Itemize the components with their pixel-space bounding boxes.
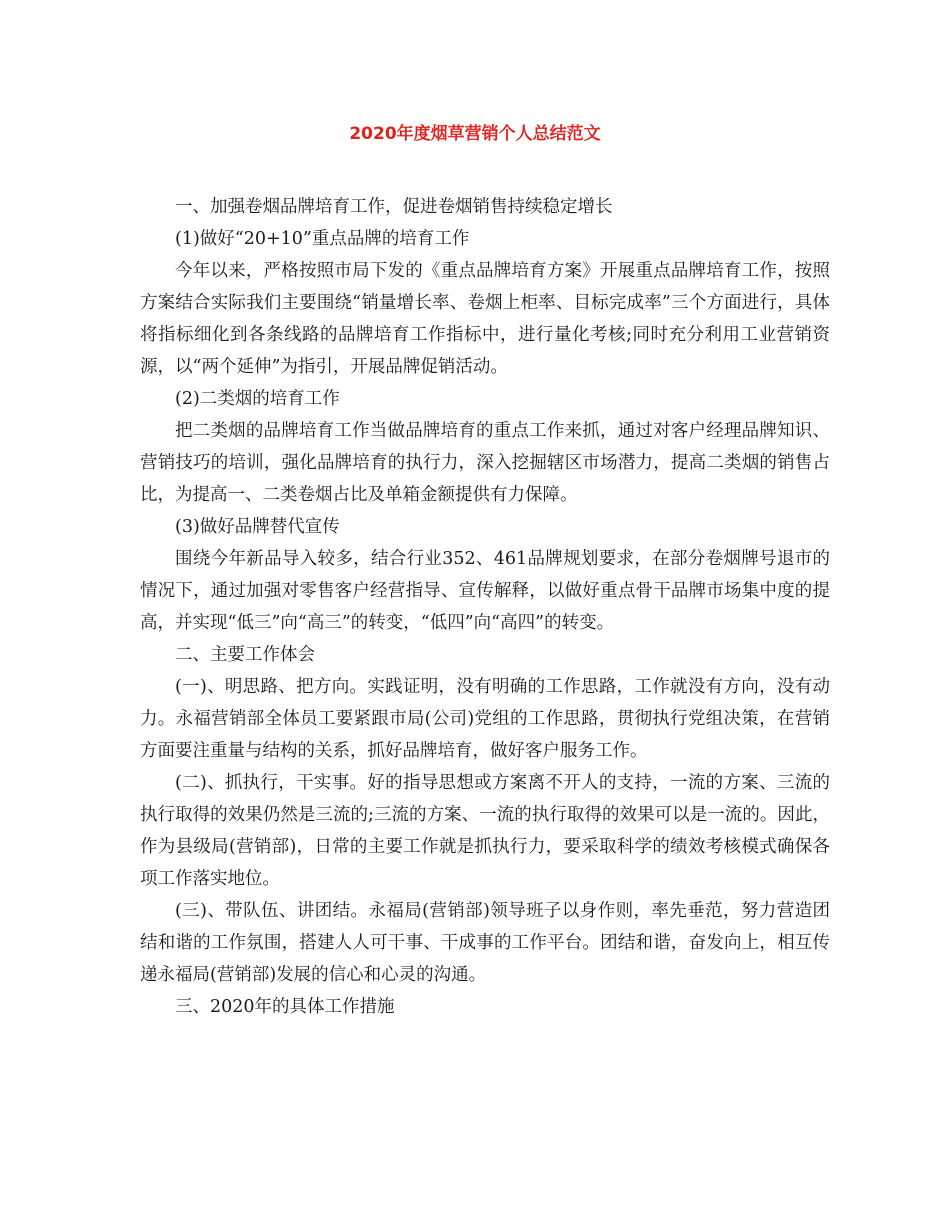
subheading-2: (2)二类烟的培育工作 [175, 389, 340, 409]
document-body [140, 191, 830, 1023]
paragraph: (二)、抓执行，干实事。好的指导思想或方案离不开人的支持，一流的方案、三流的执行取得的效果仍然是三流的;三流的方案、一流的执行取得的效果可以是一流的。因此，作为县级局(营销部)，日常的主要工作就是抓执行力，要采取科学的绩效考核模式确保各项工作落实地位。 [140, 773, 830, 889]
section-heading-2: 二、主要工作体会 [175, 645, 315, 665]
paragraph: 把二类烟的品牌培育工作当做品牌培育的重点工作来抓，通过对客户经理品牌知识、营销技巧的培训，强化品牌培育的执行力，深入挖掘辖区市场潜力，提高二类烟的销售占比，为提高一、二类卷烟占比及单箱金额提供有力保障。 [140, 421, 830, 505]
section-heading-3: 三、2020年的具体工作措施 [175, 997, 395, 1017]
subheading-1: (1)做好“20+10”重点品牌的培育工作 [175, 229, 470, 249]
section-heading-1: 一、加强卷烟品牌培育工作，促进卷烟销售持续稳定增长 [175, 197, 613, 217]
paragraph: 今年以来，严格按照市局下发的《重点品牌培育方案》开展重点品牌培育工作，按照方案结合实际我们主要围绕“销量增长率、卷烟上柜率、目标完成率”三个方面进行，具体将指标细化到各条线路的品牌培育工作指标中，进行量化考核;同时充分利用工业营销资源，以“两个延伸”为指引，开展品牌促销活动。 [140, 261, 830, 377]
document-title: 2020年度烟草营销个人总结范文 [349, 124, 601, 144]
paragraph: (三)、带队伍、讲团结。永福局(营销部)领导班子以身作则，率先垂范，努力营造团结和谐的工作氛围，搭建人人可干事、干成事的工作平台。团结和谐，奋发向上，相互传递永福局(营销部)发展的信心和心灵的沟通。 [140, 901, 830, 985]
subheading-3: (3)做好品牌替代宣传 [175, 517, 340, 537]
paragraph: 围绕今年新品导入较多，结合行业352、461品牌规划要求，在部分卷烟牌号退市的情况下，通过加强对零售客户经营指导、宣传解释，以做好重点骨干品牌市场集中度的提高，并实现“低三”向“高三”的转变，“低四”向“高四”的转变。 [140, 549, 830, 633]
paragraph: (一)、明思路、把方向。实践证明，没有明确的工作思路，工作就没有方向，没有动力。永福营销部全体员工要紧跟市局(公司)党组的工作思路，贯彻执行党组决策，在营销方面要注重量与结构的关系，抓好品牌培育，做好客户服务工作。 [140, 677, 830, 761]
